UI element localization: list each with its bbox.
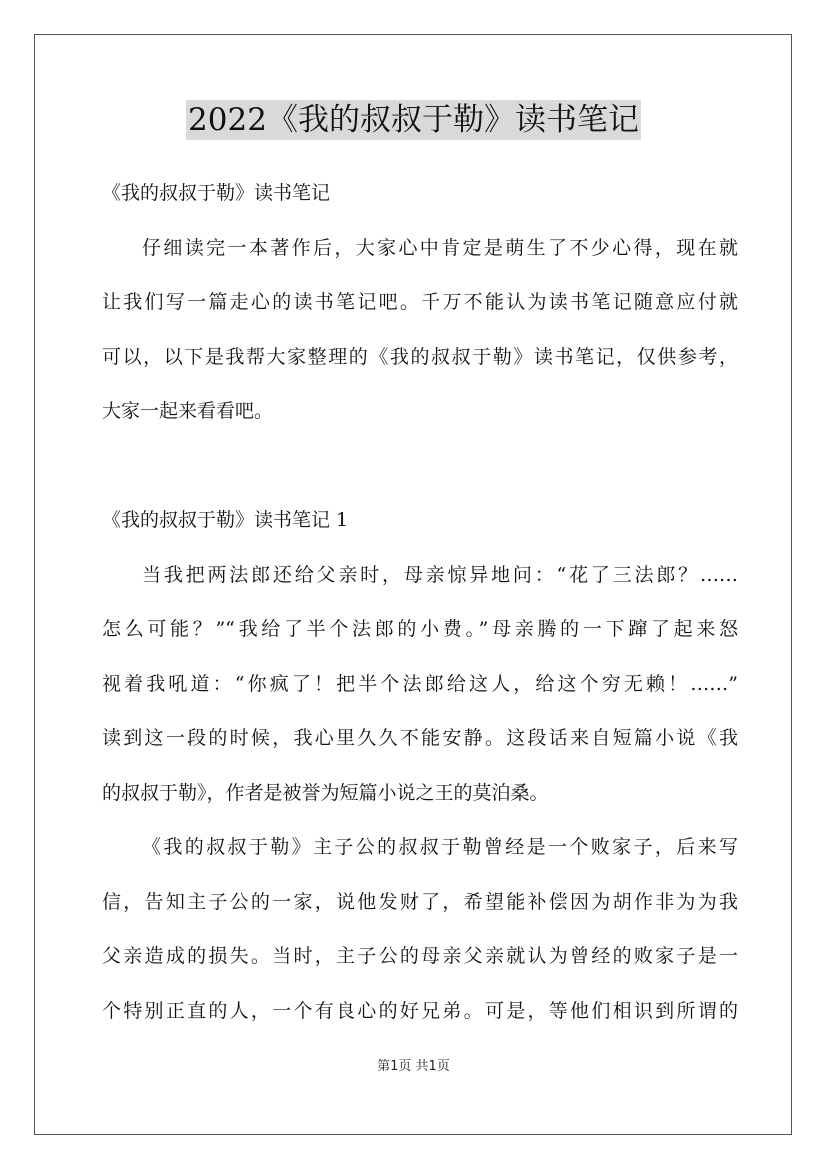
paragraph-line: 仔细读完一本著作后，大家心中肯定是萌生了不少心得，现在就 (142, 236, 738, 259)
page-number-footer: 第1页 共1页 (377, 1059, 450, 1074)
paragraph-line: 个特别正直的人，一个有良心的好兄弟。可是，等他们相识到所谓的 (102, 999, 738, 1022)
paragraph-line: 读到这一段的时候，我心里久久不能安静。这段话来自短篇小说《我 (102, 727, 738, 749)
paragraph-line: 信，告知主子公的一家，说他发财了，希望能补偿因为胡作非为为我 (102, 890, 738, 913)
section-heading: 《我的叔叔于勒》读书笔记 1 (102, 509, 349, 531)
section-heading: 《我的叔叔于勒》读书笔记 (102, 182, 331, 204)
paragraph-line: 怎么可能？”“我给了半个法郎的小费。”母亲腾的一下蹿了起来怒 (102, 618, 738, 640)
paragraph-line: 父亲造成的损失。当时，主子公的母亲父亲就认为曾经的败家子是一 (102, 945, 738, 967)
paragraph-line: 的叔叔于勒》，作者是被誉为短篇小说之王的莫泊桑。 (102, 781, 549, 804)
document-title: 2022《我的叔叔于勒》读书笔记 (188, 102, 639, 138)
paragraph-line: 《我的叔叔于勒》主子公的叔叔于勒曾经是一个败家子，后来写 (142, 836, 738, 858)
paragraph-line: 当我把两法郎还给父亲时，母亲惊异地问：“花了三法郎？…… (142, 563, 738, 586)
document-body (102, 166, 738, 1038)
paragraph-line: 大家一起来看看吧。 (102, 400, 274, 422)
paragraph-line: 让我们写一篇走心的读书笔记吧。千万不能认为读书笔记随意应付就 (102, 291, 738, 313)
paragraph-line: 视着我吼道：“你疯了！把半个法郎给这人，给这个穷无赖！……” (102, 672, 738, 695)
title-container (0, 100, 827, 140)
blank-line (102, 439, 738, 494)
paragraph-line: 可以，以下是我帮大家整理的《我的叔叔于勒》读书笔记，仅供参考， (102, 345, 738, 368)
